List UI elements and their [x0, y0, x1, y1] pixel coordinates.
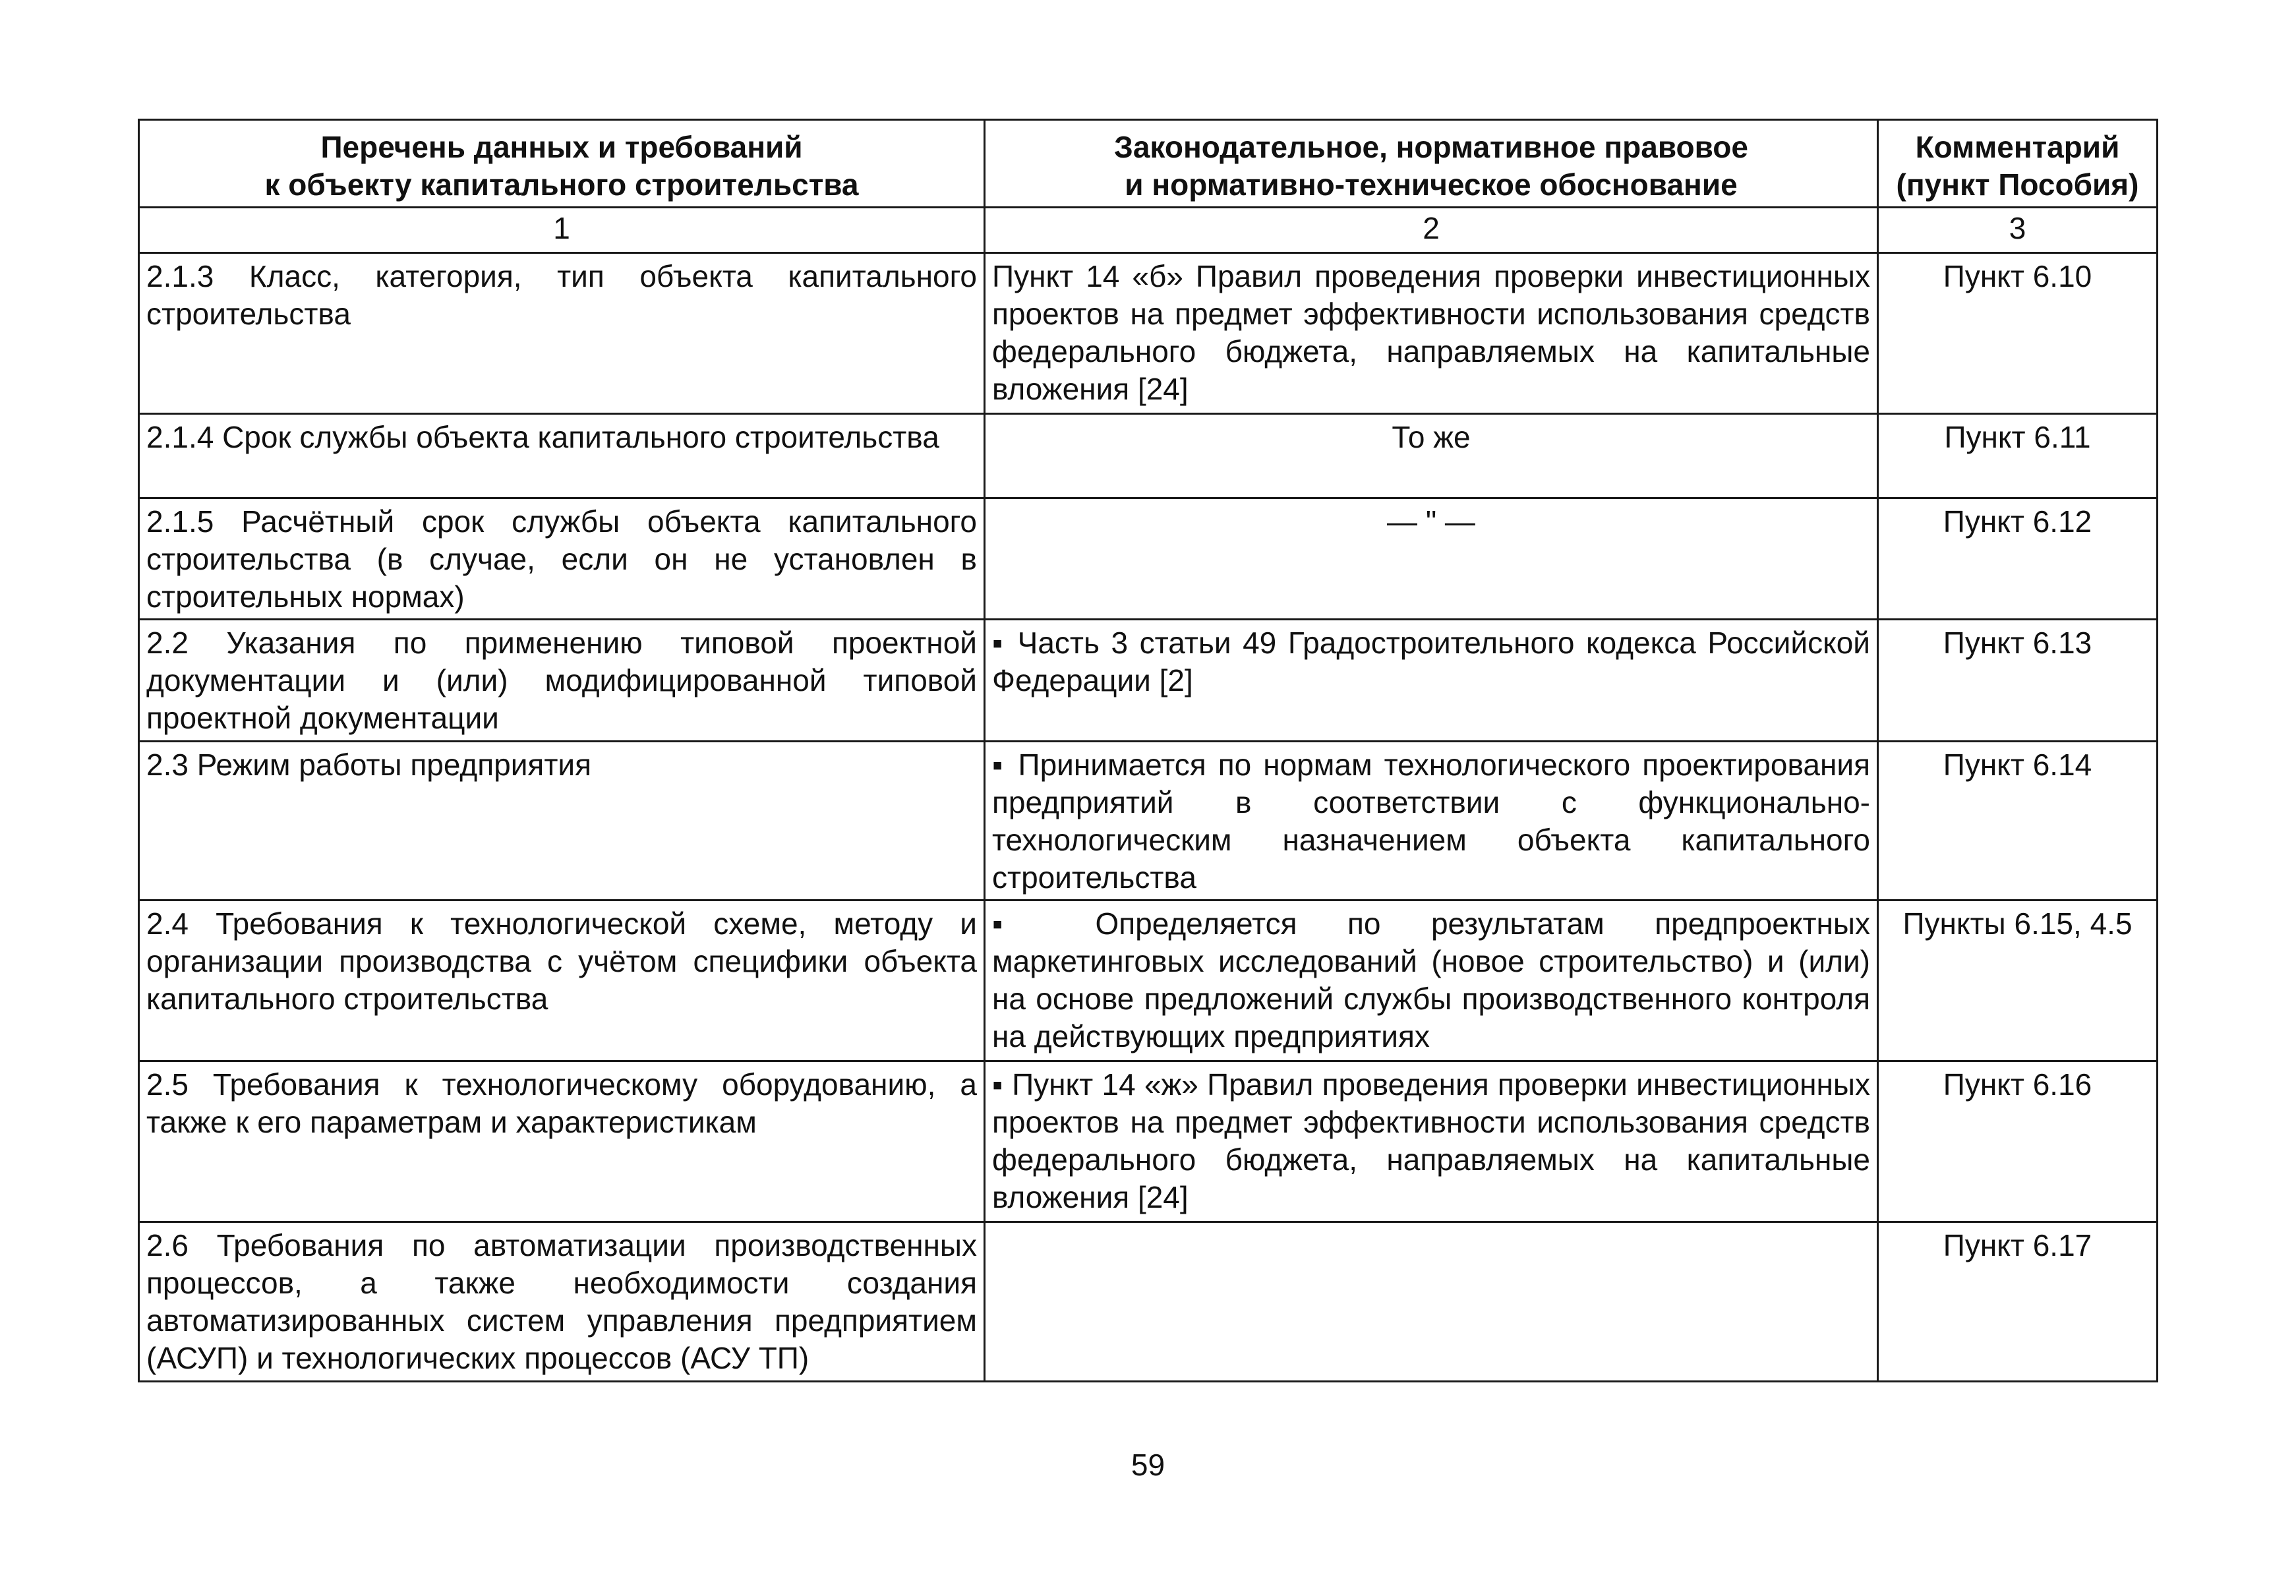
table-row	[139, 1222, 2158, 1382]
page-number: 59	[1131, 1448, 1165, 1482]
legal-basis-cell: — " —	[985, 498, 1878, 620]
requirement-cell: 2.2 Указания по применению типовой проектной документации и (или) модифицированной типовой проектной документации	[139, 620, 985, 742]
header-comment	[1878, 120, 2158, 208]
requirement-cell: 2.1.4 Срок службы объекта капитального строительства	[139, 414, 985, 498]
header-requirements-line1: Перечень данных и требований	[320, 130, 803, 164]
comment-cell: Пункт 6.13	[1878, 620, 2158, 742]
legal-basis-cell: ▪ Часть 3 статьи 49 Градостроительного кодекса Российской Федерации [2]	[985, 620, 1878, 742]
requirement-cell: 2.6 Требования по автоматизации производственных процессов, а также необходимости создания автоматизированных систем управления предприятием (АСУП) и технологических процессов (АСУ ТП)	[139, 1222, 985, 1382]
table-row	[139, 498, 2158, 620]
requirement-cell: 2.3 Режим работы предприятия	[139, 742, 985, 901]
column-number-row	[139, 208, 2158, 253]
header-comment-line2: (пункт Пособия)	[1896, 167, 2139, 202]
legal-basis-cell: ▪ Пункт 14 «ж» Правил проведения проверки инвестиционных проектов на предмет эффективности использования средств федерального бюджета, направляемых на капитальные вложения [24]	[985, 1061, 1878, 1222]
column-number: 2	[985, 208, 1878, 253]
comment-cell: Пункт 6.11	[1878, 414, 2158, 498]
comment-cell: Пункт 6.10	[1878, 253, 2158, 414]
table-row	[139, 414, 2158, 498]
header-requirements	[139, 120, 985, 208]
column-number: 1	[139, 208, 985, 253]
table-row	[139, 253, 2158, 414]
requirement-cell: 2.1.5 Расчётный срок службы объекта капитального строительства (в случае, если он не установлен в строительных нормах)	[139, 498, 985, 620]
comment-cell: Пункт 6.12	[1878, 498, 2158, 620]
header-legal-basis-line2: и нормативно-техническое обоснование	[1125, 167, 1738, 202]
legal-basis-cell: ▪ Определяется по результатам предпроектных маркетинговых исследований (новое строительство) и (или) на основе предложений службы производственного контроля на действующих предприятиях	[985, 901, 1878, 1061]
requirements-table	[138, 119, 2158, 1382]
requirement-cell: 2.4 Требования к технологической схеме, методу и организации производства с учётом специфики объекта капитального строительства	[139, 901, 985, 1061]
comment-cell: Пункт 6.14	[1878, 742, 2158, 901]
comment-cell: Пункт 6.17	[1878, 1222, 2158, 1382]
table-row	[139, 742, 2158, 901]
legal-basis-cell	[985, 1222, 1878, 1382]
header-legal-basis	[985, 120, 1878, 208]
comment-cell: Пункт 6.16	[1878, 1061, 2158, 1222]
requirement-cell: 2.1.3 Класс, категория, тип объекта капитального строительства	[139, 253, 985, 414]
column-number: 3	[1878, 208, 2158, 253]
table-row	[139, 901, 2158, 1061]
table-header-row	[139, 120, 2158, 208]
legal-basis-cell: То же	[985, 414, 1878, 498]
header-requirements-line2: к объекту капитального строительства	[264, 167, 859, 202]
header-comment-line1: Комментарий	[1915, 130, 2120, 164]
legal-basis-cell: ▪ Принимается по нормам технологического проектирования предприятий в соответствии с функционально-технологическим назначением объекта капитального строительства	[985, 742, 1878, 901]
header-legal-basis-line1: Законодательное, нормативное правовое	[1114, 130, 1748, 164]
legal-basis-cell: Пункт 14 «б» Правил проведения проверки инвестиционных проектов на предмет эффективности использования средств федерального бюджета, направляемых на капитальные вложения [24]	[985, 253, 1878, 414]
requirement-cell: 2.5 Требования к технологическому оборудованию, а также к его параметрам и характеристикам	[139, 1061, 985, 1222]
table-row	[139, 1061, 2158, 1222]
comment-cell: Пункты 6.15, 4.5	[1878, 901, 2158, 1061]
table-row	[139, 620, 2158, 742]
